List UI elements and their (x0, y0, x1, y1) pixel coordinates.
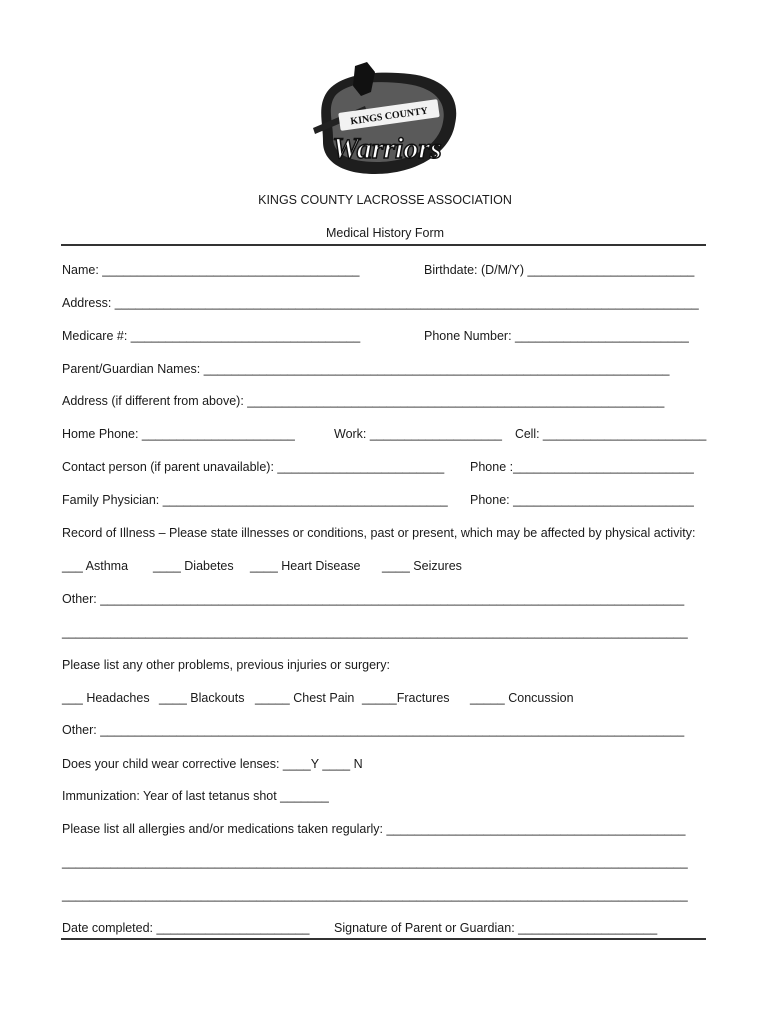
physician-phone-field[interactable]: Phone: __________________________ (470, 493, 694, 507)
date-completed-field[interactable]: Date completed: ______________________ (62, 921, 310, 935)
cell-phone-field[interactable]: Cell: ________________________ (515, 427, 707, 441)
header-divider (61, 244, 706, 246)
asthma-check[interactable]: ___ Asthma (62, 559, 129, 573)
logo-top-text: KINGS COUNTY (349, 105, 429, 128)
home-phone-field[interactable]: Home Phone: ______________________ (62, 427, 295, 441)
fractures-check[interactable]: _____Fractures (362, 691, 450, 705)
blackouts-check[interactable]: ____ Blackouts (159, 691, 245, 705)
contact-phone-field[interactable]: Phone :__________________________ (470, 460, 694, 474)
headaches-check[interactable]: ___ Headaches (62, 691, 150, 705)
contact-person-field[interactable]: Contact person (if parent unavailable): ________________________ (62, 460, 445, 474)
warriors-logo (305, 62, 461, 178)
work-phone-field[interactable]: Work: ___________________ (334, 427, 502, 441)
footer-divider (61, 938, 706, 940)
name-field[interactable]: Name: _____________________________________ (62, 263, 360, 277)
immunization-field[interactable]: Immunization: Year of last tetanus shot _______ (62, 789, 329, 803)
other-problems-field[interactable]: Other: ____________________________________________________________________________________ (62, 723, 685, 737)
allergies-line-2[interactable]: __________________________________________________________________________________________ (62, 855, 688, 869)
other-problems-label: Please list any other problems, previous injuries or surgery: (62, 658, 390, 672)
logo-main-text: Warriors (332, 132, 442, 165)
phone-number-field[interactable]: Phone Number: _________________________ (424, 329, 689, 343)
alternate-address-field[interactable]: Address (if different from above): ____________________________________________________________ (62, 394, 665, 408)
corrective-lenses-field[interactable]: Does your child wear corrective lenses: ____Y ____ N (62, 757, 363, 771)
concussion-check[interactable]: _____ Concussion (470, 691, 574, 705)
chest-pain-check[interactable]: _____ Chest Pain (255, 691, 355, 705)
seizures-check[interactable]: ____ Seizures (382, 559, 462, 573)
record-illness-label: Record of Illness – Please state illnesses or conditions, past or present, which may be affected by physical activity: (62, 526, 696, 540)
signature-field[interactable]: Signature of Parent or Guardian: ____________________ (334, 921, 658, 935)
parent-names-field[interactable]: Parent/Guardian Names: ___________________________________________________________________ (62, 362, 670, 376)
org-title: KINGS COUNTY LACROSSE ASSOCIATION (258, 193, 512, 207)
birthdate-field[interactable]: Birthdate: (D/M/Y) ________________________ (424, 263, 695, 277)
allergies-line-3[interactable]: __________________________________________________________________________________________ (62, 888, 688, 902)
allergies-field[interactable]: Please list all allergies and/or medications taken regularly: ___________________________________________ (62, 822, 686, 836)
form-title: Medical History Form (325, 226, 445, 240)
other-illness-field[interactable]: Other: ____________________________________________________________________________________ (62, 592, 685, 606)
address-field[interactable]: Address: ____________________________________________________________________________________ (62, 296, 699, 310)
diabetes-check[interactable]: ____ Diabetes (153, 559, 234, 573)
other-illness-line-2[interactable]: __________________________________________________________________________________________ (62, 625, 688, 639)
family-physician-field[interactable]: Family Physician: _________________________________________ (62, 493, 448, 507)
heart-disease-check[interactable]: ____ Heart Disease (250, 559, 361, 573)
medicare-field[interactable]: Medicare #: _________________________________ (62, 329, 361, 343)
